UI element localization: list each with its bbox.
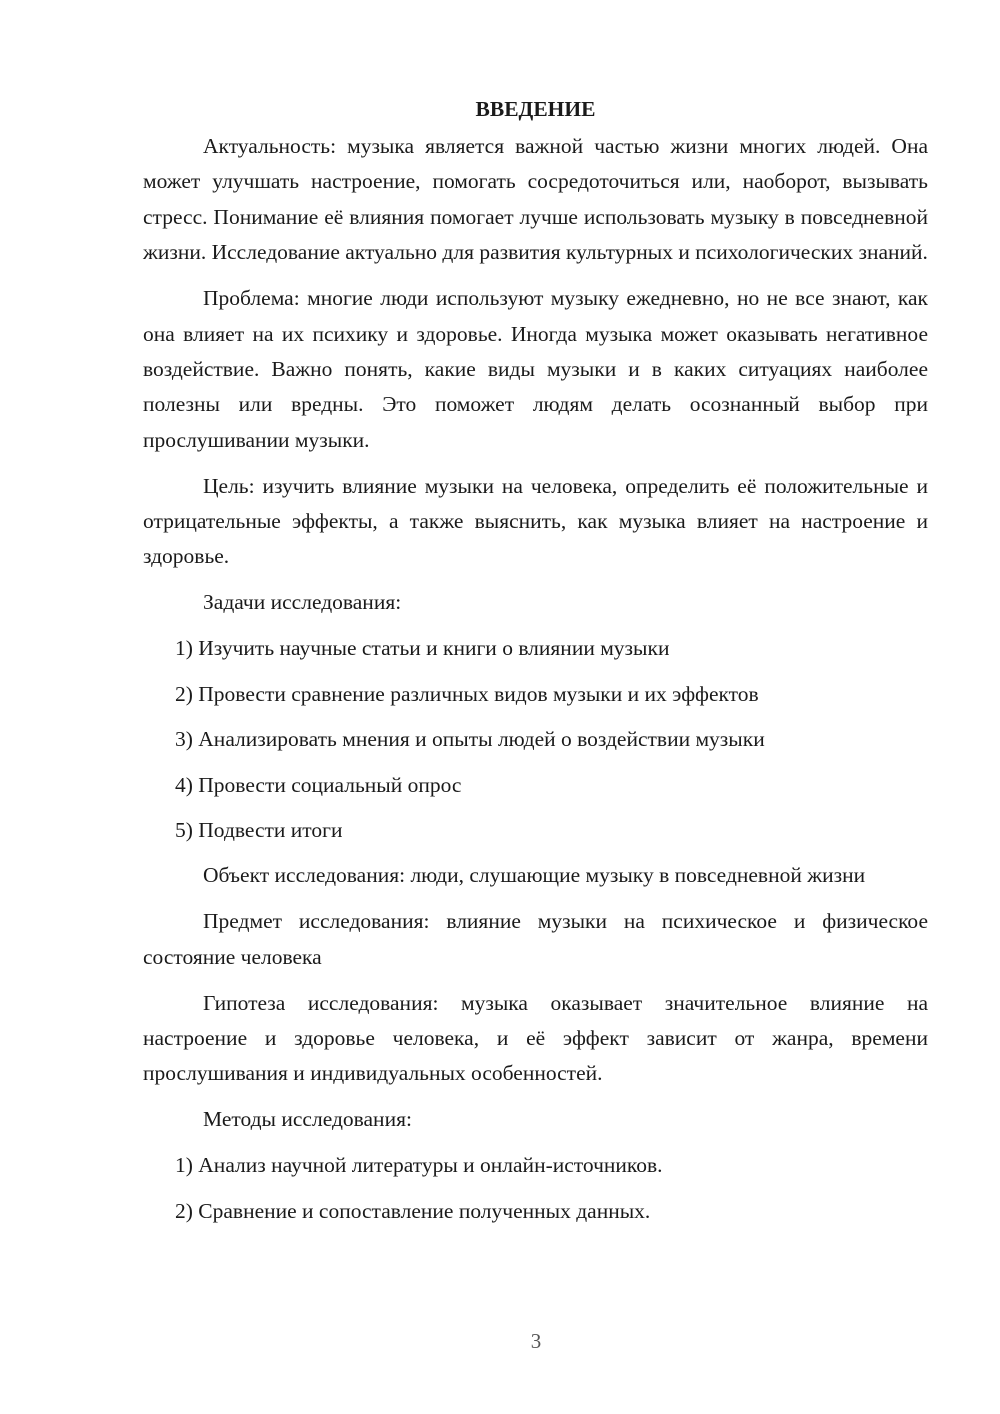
list-item: 1) Анализ научной литературы и онлайн-источников. — [175, 1153, 663, 1178]
section-title: ВВЕДЕНИЕ — [475, 97, 596, 121]
goal-paragraph: Цель: изучить влияние музыки на человека, определить её положительные и отрицательные эффекты, а также выяснить, как музыка влияет на настроение и здоровье. — [143, 473, 928, 569]
list-item: 4) Провести социальный опрос — [175, 772, 462, 797]
list-item: 3) Анализировать мнения и опыты людей о воздействии музыки — [175, 727, 765, 752]
methods-list — [143, 1148, 928, 1229]
list-item: 2) Провести сравнение различных видов музыки и их эффектов — [175, 681, 759, 706]
list-item: 2) Сравнение и сопоставление полученных данных. — [175, 1198, 651, 1223]
subject-paragraph: Предмет исследования: влияние музыки на психическое и физическое состояние человека — [143, 909, 928, 969]
problem-paragraph: Проблема: многие люди используют музыку ежедневно, но не все знают, как она влияет на их психику и здоровье. Иногда музыка может оказывать негативное воздействие. Важно понять, какие виды музыки и в каких ситуациях наиболее полезны или вредны. Это поможет людям делать осознанный выбор при прослушивании музыки. — [143, 286, 928, 452]
page-content — [143, 92, 928, 1239]
tasks-list — [143, 631, 928, 848]
hypothesis-paragraph: Гипотеза исследования: музыка оказывает значительное влияние на настроение и здоровье человека, и её эффект зависит от жанра, времени прослушивания и индивидуальных особенностей. — [143, 990, 928, 1086]
page-number: 3 — [530, 1329, 542, 1353]
relevance-paragraph: Актуальность: музыка является важной частью жизни многих людей. Она может улучшать настроение, помогать сосредоточиться или, наоборот, вызывать стресс. Понимание её влияния помогает лучше использовать музыку в повседневной жизни. Исследование актуально для развития культурных и психологических знаний. — [143, 134, 928, 265]
object-paragraph: Объект исследования: люди, слушающие музыку в повседневной жизни — [203, 863, 866, 888]
methods-label: Методы исследования: — [203, 1107, 412, 1132]
tasks-label: Задачи исследования: — [203, 590, 402, 615]
list-item: 1) Изучить научные статьи и книги о влиянии музыки — [175, 636, 670, 661]
list-item: 5) Подвести итоги — [175, 817, 343, 842]
